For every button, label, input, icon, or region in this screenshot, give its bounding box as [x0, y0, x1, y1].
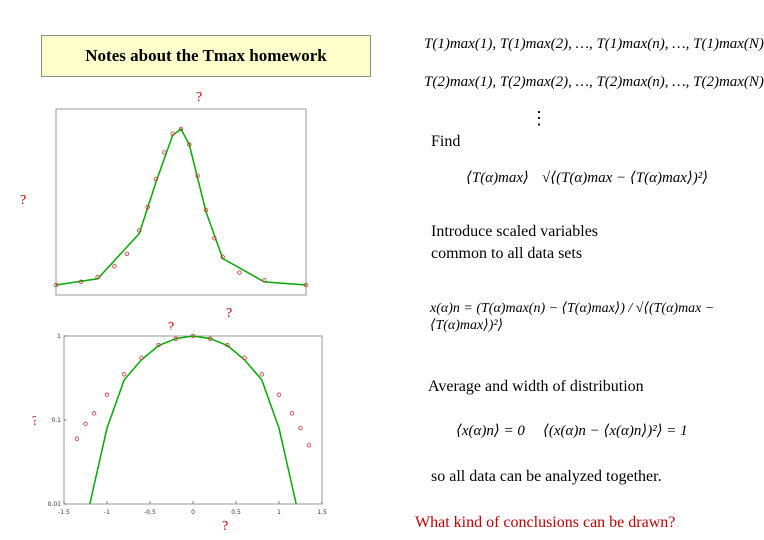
plot2-y-tick-label: 0.01	[47, 501, 61, 508]
vertical-ellipsis	[530, 108, 548, 129]
average-width-text: Average and width of distribution	[428, 378, 644, 395]
average-width-label	[428, 376, 644, 398]
plot2-x-tick-label: 1.5	[317, 509, 327, 516]
plot2-x-tick-label: -1.5	[58, 509, 70, 516]
conclusion-question-text: What kind of conclusions can be drawn?	[415, 514, 676, 531]
tmax-sequence-2-text: T(2)max(1), T(2)max(2), …, T(2)max(n), …, T(2)max(N)	[424, 74, 764, 90]
scaled-log-plot	[36, 330, 336, 518]
find-label	[431, 131, 460, 153]
tmax-sequence-2	[424, 74, 764, 91]
question-mark-3: ?	[20, 193, 27, 208]
plot2-x-tick-label: 0.5	[231, 509, 241, 516]
plot2-x-tick-label: 0	[191, 509, 195, 516]
scaled-variable-formula	[430, 300, 715, 334]
plot2-y-tick-label: 1	[57, 333, 61, 340]
intro-line-1: Introduce scaled variables	[431, 223, 599, 240]
plot1-frame	[56, 109, 306, 295]
tmax-sequence-1	[424, 36, 764, 53]
question-mark-1: ?	[196, 90, 203, 105]
tmax-sequence-1-text: T(1)max(1), T(1)max(2), …, T(1)max(n), …, T(1)max(N)	[424, 36, 764, 52]
tmax-distribution-plot	[32, 103, 318, 303]
plot2-x-tick-label: -0.5	[144, 509, 156, 516]
mean-formula	[466, 168, 529, 187]
mean-formula-text: ⟨T(α)max⟩	[466, 170, 529, 186]
scaled-variable-formula-text: x(α)n = (T(α)max(n) − ⟨T(α)max⟩) / √⟨(T(α)max − ⟨T(α)max⟩)²⟩	[430, 301, 715, 333]
analyze-together-text: so all data can be analyzed together.	[431, 468, 662, 485]
slide-title	[41, 35, 371, 77]
plot2-x-tick-label: -1	[104, 509, 110, 516]
question-mark-8: ?	[222, 519, 229, 534]
variance-one-formula	[543, 421, 688, 440]
mean-zero-formula	[456, 421, 525, 440]
question-mark-7: ?	[32, 414, 39, 429]
intro-line-2: common to all data sets	[431, 245, 583, 262]
mean-zero-text: ⟨x(α)n⟩ = 0	[456, 423, 525, 439]
plot2-frame	[64, 336, 322, 504]
width-formula	[542, 168, 708, 187]
plot2-x-tick-label: 1	[277, 509, 281, 516]
width-formula-text: √⟨(T(α)max − ⟨T(α)max⟩)²⟩	[542, 170, 709, 186]
conclusion-question	[415, 514, 675, 532]
find-label-text: Find	[431, 133, 461, 150]
plot2-y-tick-label: 0.1	[51, 417, 61, 424]
slide-title-text: Notes about the Tmax homework	[85, 46, 327, 65]
question-mark-5: ?	[168, 320, 175, 335]
analyze-together-label	[431, 466, 662, 488]
question-mark-4: ?	[226, 306, 233, 321]
vertical-ellipsis-text: ⋮	[530, 108, 548, 128]
variance-one-text: ⟨(x(α)n − ⟨x(α)n⟩)²⟩ = 1	[543, 423, 688, 439]
intro-scaled-text	[431, 221, 598, 265]
